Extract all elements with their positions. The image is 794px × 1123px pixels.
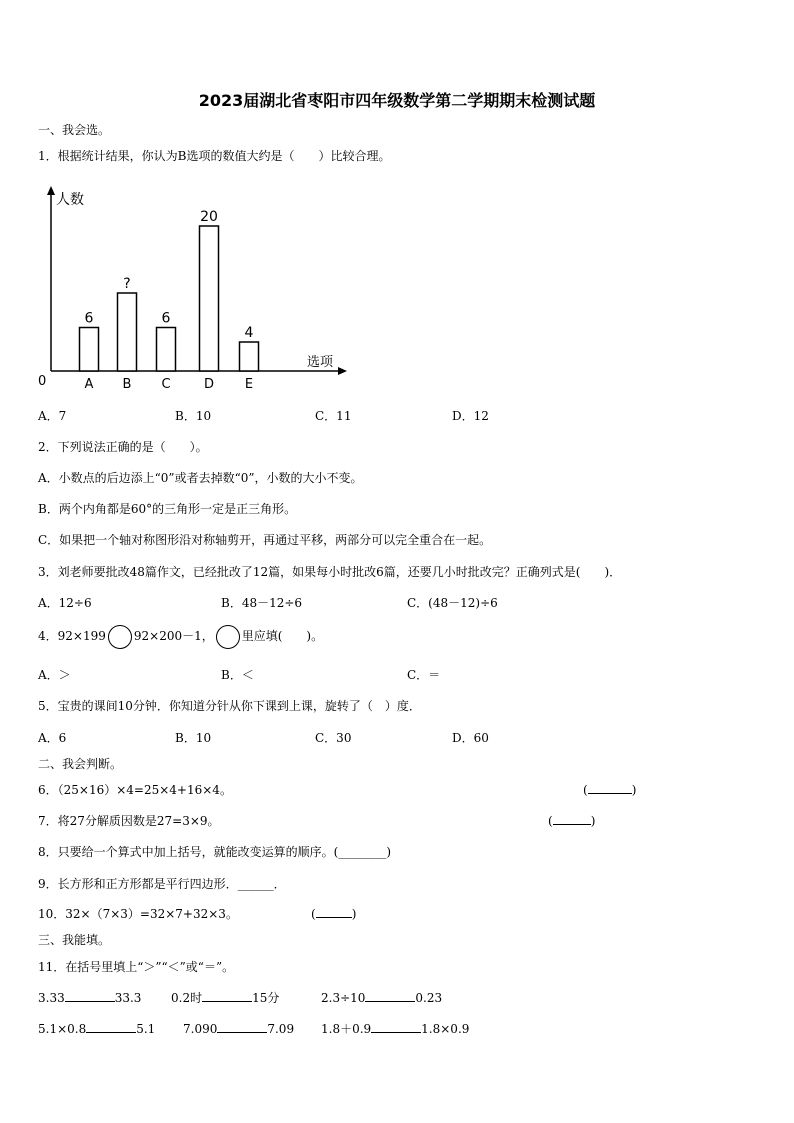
bar-value-label: ? [123,276,131,292]
q1-option-b[interactable]: B．10 [175,409,212,423]
answer-blank[interactable] [65,989,115,1002]
q10-answer-blank[interactable] [311,905,356,921]
q7-answer-blank[interactable] [548,812,595,828]
question-6: 6．（25×16）×4=25×4+16×4。 [38,783,232,797]
bar-c [157,328,176,372]
bar-b [118,293,137,371]
question-1: 1．根据统计结果，你认为B选项的数值大约是（ ）比较合理。 [38,149,391,163]
answer-blank[interactable] [371,1020,421,1033]
q4-option-a[interactable]: A．＞ [38,668,71,682]
bar-a [80,328,99,372]
q4-text-part3: 里应填( )。 [241,629,324,643]
x-axis-label: 选项 [307,355,334,370]
comparison-item: 1.8＋0.9 1.8×0.9 [321,1022,470,1036]
q3-option-a[interactable]: A．12÷6 [38,596,92,610]
q4-text-part2: 92×200－1， [133,629,214,643]
answer-blank[interactable] [365,989,415,1002]
q2-option-a[interactable]: A．小数点的后边添上“0”或者去掉数“0”，小数的大小不变。 [38,471,363,485]
q4-option-b[interactable]: B．＜ [221,668,254,682]
q1-option-c[interactable]: C．11 [315,409,352,423]
category-label: D [203,377,215,392]
category-label: B [122,377,132,392]
question-4 [38,623,323,649]
answer-blank[interactable] [86,1020,136,1033]
bar-value-label: 6 [161,310,171,327]
q4-text-part1: 4．92×199 [38,629,106,643]
q3-option-c[interactable]: C．(48－12)÷6 [407,596,498,610]
q7-paren-close: ) [590,814,596,828]
question-11: 11．在括号里填上“＞”“＜”或“＝”。 [38,960,235,974]
comparison-item: 5.1×0.8 5.1 [38,1022,156,1036]
q1-option-a[interactable]: A．7 [38,409,67,423]
question-5: 5．宝贵的课间10分钟．你知道分针从你下课到上课，旋转了（ ）度． [38,699,421,713]
section-heading-2: 二、我会判断。 [38,757,123,771]
question-10: 10．32×（7×3）=32×7+32×3。 [38,907,238,921]
section-heading-3: 三、我能填。 [38,933,111,947]
comparison-item: 2.3÷10 0.23 [321,991,443,1005]
q6-paren-close: ) [631,783,637,797]
q10-paren-open: ( [311,907,316,921]
comparison-item: 7.090 7.09 [183,1022,295,1036]
q5-option-a[interactable]: A．6 [38,731,67,745]
category-label: E [244,377,254,392]
bar-value-label: 4 [244,325,254,341]
q5-option-b[interactable]: B．10 [175,731,212,745]
q4-option-c[interactable]: C．＝ [407,668,441,682]
question-3: 3．刘老师要批改48篇作文，已经批改了12篇，如果每小时批改6篇，还要几小时批改完？正确列式是( )． [38,565,622,579]
category-label: A [84,377,94,392]
bar-e [240,342,259,371]
category-label: C [161,377,171,392]
question-7: 7．将27分解质因数是27=3×9。 [38,814,220,828]
q2-option-c[interactable]: C．如果把一个轴对称图形沿对称轴剪开，再通过平移，两部分可以完全重合在一起。 [38,533,492,547]
comparison-item: 0.2时 15分 [171,991,280,1005]
section-heading-1: 一、我会选。 [38,123,111,137]
question-8: 8．只要给一个算式中加上括号，就能改变运算的顺序。(________) [38,845,392,859]
comparison-item: 3.33 33.3 [38,991,142,1005]
answer-blank[interactable] [217,1020,267,1033]
origin-label: 0 [38,374,47,389]
bar-value-label: 6 [84,310,94,327]
answer-blank[interactable] [202,989,252,1002]
question-9: 9．长方形和正方形都是平行四边形．______． [38,877,286,891]
q6-paren-open: ( [583,783,588,797]
q7-paren-open: ( [548,814,553,828]
q6-answer-blank[interactable] [583,781,636,797]
question-2: 2．下列说法正确的是（ ）。 [38,440,208,454]
q1-option-d[interactable]: D．12 [452,409,489,423]
bar-value-label: 20 [200,209,218,225]
q2-option-b[interactable]: B．两个内角都是60°的三角形一定是正三角形。 [38,502,297,516]
page-title: 2023届湖北省枣阳市四年级数学第二学期期末检测试题 [198,91,596,110]
q10-paren-close: ) [351,907,357,921]
answer-circle[interactable] [108,625,132,649]
y-axis-arrow-icon [47,186,55,195]
bar-chart [36,182,352,394]
q3-option-b[interactable]: B．48－12÷6 [221,596,303,610]
q5-option-c[interactable]: C．30 [315,731,352,745]
x-axis-arrow-icon [338,367,347,375]
bar-d [200,226,219,371]
y-axis-label: 人数 [56,192,84,208]
answer-circle-reference [216,625,240,649]
q5-option-d[interactable]: D．60 [452,731,489,745]
